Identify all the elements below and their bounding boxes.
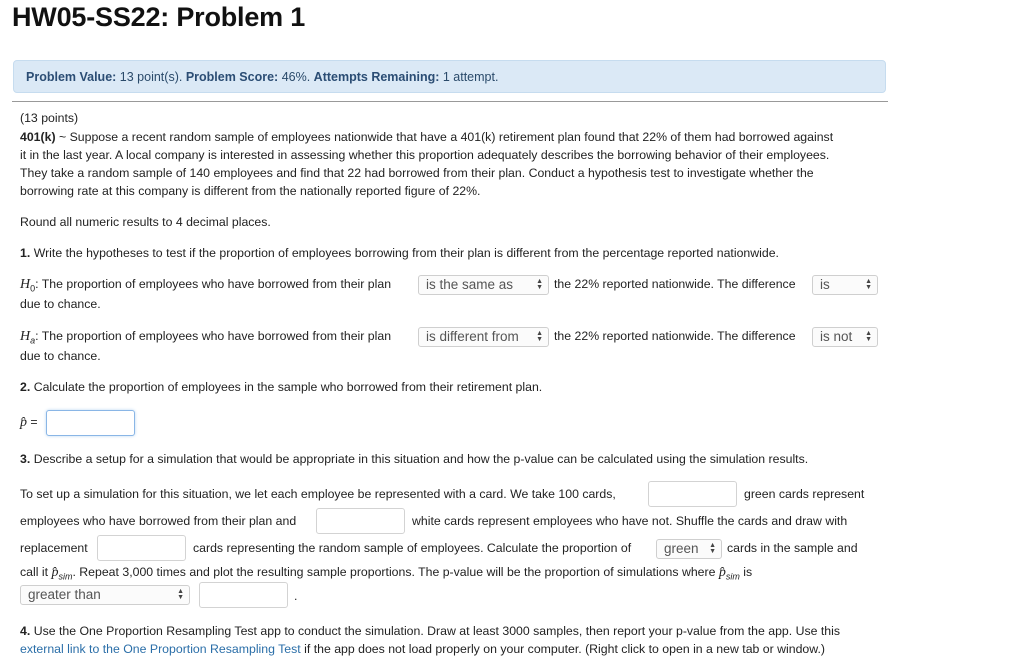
question-4 xyxy=(20,622,880,658)
white-cards-input[interactable] xyxy=(316,508,405,534)
question-1 xyxy=(20,246,779,260)
question-number: 4. xyxy=(20,624,31,638)
problem-value-label: Problem Value: xyxy=(26,70,117,84)
question-2-text: Calculate the proportion of employees in the sample who borrowed from their retirement plan. xyxy=(33,380,543,394)
green-cards-input[interactable] xyxy=(648,481,737,507)
ha-text: : The proportion of employees who have borrowed from their plan xyxy=(35,329,392,343)
comparison-select[interactable] xyxy=(20,585,190,605)
ha-subscript: a xyxy=(30,335,36,346)
card-color-select[interactable] xyxy=(656,539,722,559)
is-text: is xyxy=(743,565,753,579)
statement-line-3: They take a random sample of 140 employees and find that 22 had borrowed from their plan. Conduct a hypothesis test to investigate whether the xyxy=(20,166,814,180)
rounding-note: Round all numeric results to 4 decimal places. xyxy=(20,215,271,229)
equals-sign: = xyxy=(30,415,38,429)
card-color-value: green xyxy=(664,541,699,556)
question-3 xyxy=(20,452,808,466)
question-number: 2. xyxy=(20,380,31,394)
select-arrows-icon: ▲ ▼ xyxy=(536,278,543,291)
comparison-value-input[interactable] xyxy=(199,582,288,608)
h0-end-text: due to chance. xyxy=(20,297,101,311)
sim-line-3-end: cards in the sample and xyxy=(727,541,858,555)
h0-text: : The proportion of employees who have borrowed from their plan xyxy=(35,277,392,291)
sim-line-1-end: green cards represent xyxy=(744,487,865,501)
sim-line-4 xyxy=(20,565,752,581)
comparison-value: greater than xyxy=(28,587,101,602)
statement-line-1: Suppose a recent random sample of employees nationwide that have a 401(k) retirement plan found that 22% of them had borrowed against xyxy=(69,130,834,144)
ha-difference-value: is not xyxy=(820,329,853,344)
call-it-text: call it xyxy=(20,565,49,579)
external-app-link[interactable]: external link to the One Proportion Resampling Test xyxy=(20,642,301,656)
h0-symbol: H xyxy=(20,277,31,292)
sim-subscript: sim xyxy=(725,571,740,582)
divider xyxy=(12,101,888,102)
attempts-label: Attempts Remaining: xyxy=(313,70,440,84)
statement-line-2: it in the last year. A local company is interested in assessing whether this proportion adequately describes the borrowing behavior of their employees. xyxy=(20,148,830,162)
h0-difference-value: is xyxy=(820,277,830,292)
h0-difference-select[interactable] xyxy=(812,275,878,295)
ha-statement xyxy=(20,329,391,345)
problem-info-bar xyxy=(13,60,886,93)
page-title: HW05-SS22: Problem 1 xyxy=(12,2,306,32)
phat-input[interactable] xyxy=(46,410,135,436)
attempts-remaining: 1 attempt. xyxy=(442,70,499,84)
h0-subscript: 0 xyxy=(30,283,36,294)
select-arrows-icon: ▲ ▼ xyxy=(865,278,872,291)
question-4-text: Use the One Proportion Resampling Test app to conduct the simulation. Draw at least 3000 samples, then report your p-value from the app. Use this xyxy=(33,624,841,638)
question-number: 3. xyxy=(20,452,31,466)
sim-line-2: employees who have borrowed from their plan and xyxy=(20,514,297,528)
period: . xyxy=(294,589,298,603)
h0-statement xyxy=(20,277,391,293)
question-2 xyxy=(20,380,542,394)
select-arrows-icon: ▲ ▼ xyxy=(536,330,543,343)
ha-symbol: H xyxy=(20,329,31,344)
phat-symbol: p̂ xyxy=(20,415,27,430)
problem-value: 13 point(s). xyxy=(119,70,183,84)
draw-count-input[interactable] xyxy=(97,535,186,561)
h0-relation-select[interactable] xyxy=(418,275,549,295)
problem-tag: 401(k) xyxy=(20,130,56,144)
phat-sim-symbol: p̂ xyxy=(718,565,726,580)
question-4-text-2: if the app does not load properly on your computer. (Right click to open in a new tab or window.) xyxy=(304,642,825,656)
problem-statement xyxy=(20,128,880,200)
question-1-text: Write the hypotheses to test if the proportion of employees borrowing from their plan is different from the percentage reported nationwide. xyxy=(33,246,779,260)
ha-difference-select[interactable] xyxy=(812,327,878,347)
h0-relation-value: is the same as xyxy=(426,277,514,292)
phat-label xyxy=(20,415,38,431)
dash: ~ xyxy=(55,130,70,144)
repeat-text: . Repeat 3,000 times and plot the resulting sample proportions. The p-value will be the proportion of simulations where xyxy=(72,565,716,579)
problem-score-label: Problem Score: xyxy=(185,70,279,84)
sim-line-3: replacement xyxy=(20,541,88,555)
question-number: 1. xyxy=(20,246,31,260)
ha-end-text: due to chance. xyxy=(20,349,101,363)
statement-line-4: borrowing rate at this company is different from the nationally reported figure of 22%. xyxy=(20,184,481,198)
sim-line-1: To set up a simulation for this situation, we let each employee be represented with a card. We take 100 cards, xyxy=(20,487,616,501)
ha-relation-select[interactable] xyxy=(418,327,549,347)
h0-mid-text: the 22% reported nationwide. The difference xyxy=(554,277,796,291)
sim-line-3-mid: cards representing the random sample of employees. Calculate the proportion of xyxy=(193,541,632,555)
select-arrows-icon: ▲ ▼ xyxy=(177,588,184,601)
problem-score: 46%. xyxy=(281,70,311,84)
select-arrows-icon: ▲ ▼ xyxy=(865,330,872,343)
sim-subscript: sim xyxy=(58,571,73,582)
phat-sim-symbol: p̂ xyxy=(51,565,59,580)
ha-relation-value: is different from xyxy=(426,329,519,344)
sim-line-2-end: white cards represent employees who have not. Shuffle the cards and draw with xyxy=(412,514,848,528)
question-3-text: Describe a setup for a simulation that would be appropriate in this situation and how the p-value can be calculated using the simulation results. xyxy=(33,452,809,466)
problem-points: (13 points) xyxy=(20,111,79,125)
select-arrows-icon: ▲ ▼ xyxy=(709,542,716,555)
ha-mid-text: the 22% reported nationwide. The difference xyxy=(554,329,796,343)
